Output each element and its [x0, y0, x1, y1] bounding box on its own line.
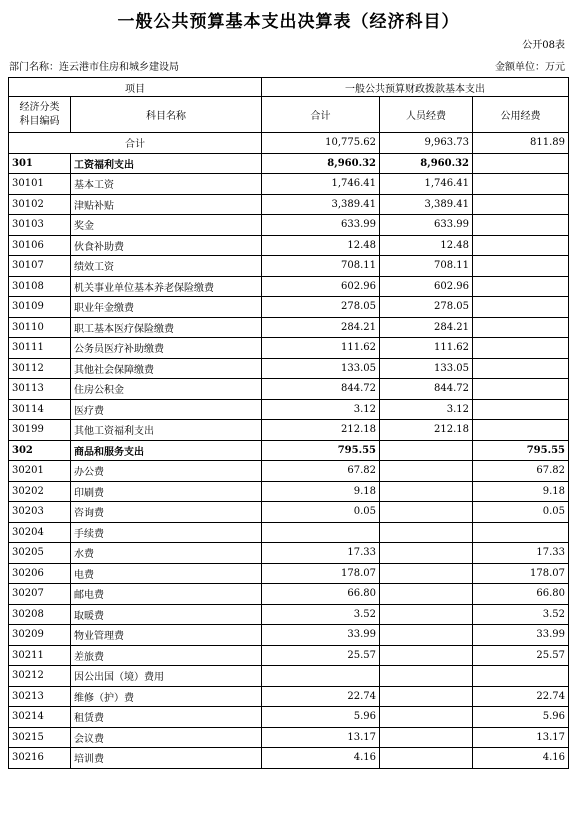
cell-personnel [380, 584, 473, 605]
total-personnel: 9,963.73 [380, 133, 473, 154]
cell-code: 30208 [9, 604, 71, 625]
table-row [9, 563, 569, 584]
table-row [9, 707, 569, 728]
cell-personnel: 3.12 [380, 399, 473, 420]
cell-name: 培训费 [71, 748, 262, 769]
header-name: 科目名称 [71, 97, 262, 133]
cell-name: 会议费 [71, 727, 262, 748]
cell-code: 30205 [9, 543, 71, 564]
cell-public [473, 297, 569, 318]
table-row [9, 604, 569, 625]
cell-total: 284.21 [262, 317, 380, 338]
cell-personnel: 602.96 [380, 276, 473, 297]
cell-public: 33.99 [473, 625, 569, 646]
table-row [9, 317, 569, 338]
cell-personnel [380, 707, 473, 728]
cell-code: 30214 [9, 707, 71, 728]
cell-code: 30212 [9, 666, 71, 687]
cell-name: 津贴补贴 [71, 194, 262, 215]
cell-personnel [380, 604, 473, 625]
cell-code: 30203 [9, 502, 71, 523]
page-title: 一般公共预算基本支出决算表（经济科目） [117, 12, 460, 32]
cell-code: 30211 [9, 645, 71, 666]
header-personnel: 人员经费 [380, 97, 473, 133]
cell-personnel [380, 563, 473, 584]
cell-code: 30215 [9, 727, 71, 748]
table-row [9, 666, 569, 687]
table-row [9, 379, 569, 400]
cell-name: 奖金 [71, 215, 262, 236]
cell-total: 602.96 [262, 276, 380, 297]
cell-total: 0.05 [262, 502, 380, 523]
table-row [9, 256, 569, 277]
cell-public [473, 153, 569, 174]
cell-name: 印刷费 [71, 481, 262, 502]
table-row [9, 297, 569, 318]
cell-public: 178.07 [473, 563, 569, 584]
cell-name: 租赁费 [71, 707, 262, 728]
cell-personnel [380, 461, 473, 482]
total-label: 合计 [9, 133, 262, 154]
cell-total: 17.33 [262, 543, 380, 564]
cell-total: 178.07 [262, 563, 380, 584]
cell-public [473, 256, 569, 277]
cell-personnel: 111.62 [380, 338, 473, 359]
header-row-1 [9, 78, 569, 97]
cell-personnel [380, 543, 473, 564]
cell-name: 职业年金缴费 [71, 297, 262, 318]
cell-personnel: 284.21 [380, 317, 473, 338]
total-public: 811.89 [473, 133, 569, 154]
cell-code: 301 [9, 153, 71, 174]
cell-code: 302 [9, 440, 71, 461]
cell-code: 30102 [9, 194, 71, 215]
cell-total [262, 522, 380, 543]
cell-public [473, 666, 569, 687]
cell-personnel [380, 666, 473, 687]
cell-total: 3.52 [262, 604, 380, 625]
cell-personnel: 8,960.32 [380, 153, 473, 174]
cell-code: 30103 [9, 215, 71, 236]
cell-total: 3.12 [262, 399, 380, 420]
cell-name: 维修（护）费 [71, 686, 262, 707]
cell-name: 住房公积金 [71, 379, 262, 400]
table-row [9, 420, 569, 441]
cell-total: 795.55 [262, 440, 380, 461]
cell-personnel [380, 522, 473, 543]
header-public: 公用经费 [473, 97, 569, 133]
table-row [9, 645, 569, 666]
cell-total: 111.62 [262, 338, 380, 359]
cell-code: 30216 [9, 748, 71, 769]
cell-code: 30106 [9, 235, 71, 256]
table-row [9, 502, 569, 523]
cell-total: 22.74 [262, 686, 380, 707]
cell-code: 30204 [9, 522, 71, 543]
table-row [9, 174, 569, 195]
table-row [9, 481, 569, 502]
table-row [9, 153, 569, 174]
table-row [9, 461, 569, 482]
cell-public: 13.17 [473, 727, 569, 748]
cell-personnel: 3,389.41 [380, 194, 473, 215]
cell-code: 30213 [9, 686, 71, 707]
cell-name: 工资福利支出 [71, 153, 262, 174]
cell-code: 30114 [9, 399, 71, 420]
cell-personnel [380, 727, 473, 748]
cell-total: 633.99 [262, 215, 380, 236]
cell-public: 4.16 [473, 748, 569, 769]
cell-total [262, 666, 380, 687]
cell-name: 办公费 [71, 461, 262, 482]
cell-name: 绩效工资 [71, 256, 262, 277]
table-body [9, 153, 569, 768]
cell-code: 30206 [9, 563, 71, 584]
table-row [9, 215, 569, 236]
cell-code: 30107 [9, 256, 71, 277]
cell-public: 25.57 [473, 645, 569, 666]
cell-total: 278.05 [262, 297, 380, 318]
cell-code: 30112 [9, 358, 71, 379]
table-row [9, 686, 569, 707]
cell-name: 物业管理费 [71, 625, 262, 646]
cell-public [473, 215, 569, 236]
cell-total: 25.57 [262, 645, 380, 666]
cell-name: 邮电费 [71, 584, 262, 605]
cell-name: 咨询费 [71, 502, 262, 523]
cell-public: 9.18 [473, 481, 569, 502]
cell-public: 795.55 [473, 440, 569, 461]
table-row [9, 522, 569, 543]
cell-personnel [380, 748, 473, 769]
cell-code: 30199 [9, 420, 71, 441]
table-row [9, 748, 569, 769]
cell-total: 13.17 [262, 727, 380, 748]
header-item: 项目 [9, 78, 262, 97]
table-row [9, 625, 569, 646]
table-row [9, 399, 569, 420]
cell-public: 22.74 [473, 686, 569, 707]
cell-public: 5.96 [473, 707, 569, 728]
cell-personnel: 133.05 [380, 358, 473, 379]
cell-public [473, 194, 569, 215]
cell-total: 67.82 [262, 461, 380, 482]
cell-public [473, 276, 569, 297]
cell-public: 67.82 [473, 461, 569, 482]
header-total: 合计 [262, 97, 380, 133]
cell-total: 12.48 [262, 235, 380, 256]
cell-public [473, 174, 569, 195]
cell-name: 公务员医疗补助缴费 [71, 338, 262, 359]
cell-personnel: 844.72 [380, 379, 473, 400]
cell-code: 30202 [9, 481, 71, 502]
cell-total: 844.72 [262, 379, 380, 400]
cell-personnel: 278.05 [380, 297, 473, 318]
department-label: 部门名称：连云港市住房和城乡建设局 [9, 62, 179, 73]
cell-name: 伙食补助费 [71, 235, 262, 256]
cell-name: 差旅费 [71, 645, 262, 666]
cell-total: 133.05 [262, 358, 380, 379]
cell-public [473, 317, 569, 338]
cell-personnel [380, 502, 473, 523]
cell-total: 66.80 [262, 584, 380, 605]
cell-public [473, 420, 569, 441]
cell-public [473, 338, 569, 359]
header-row-2 [9, 97, 569, 133]
cell-personnel [380, 440, 473, 461]
cell-name: 职工基本医疗保险缴费 [71, 317, 262, 338]
cell-total: 1,746.41 [262, 174, 380, 195]
cell-total: 3,389.41 [262, 194, 380, 215]
table-row [9, 235, 569, 256]
header-code-text: 经济分类 科目编码 [19, 101, 60, 127]
cell-name: 商品和服务支出 [71, 440, 262, 461]
cell-name: 取暖费 [71, 604, 262, 625]
cell-public [473, 522, 569, 543]
cell-public [473, 235, 569, 256]
cell-code: 30110 [9, 317, 71, 338]
form-number: 公开08表 [522, 40, 565, 51]
cell-personnel [380, 625, 473, 646]
cell-personnel: 212.18 [380, 420, 473, 441]
cell-total: 5.96 [262, 707, 380, 728]
cell-personnel [380, 686, 473, 707]
cell-public: 66.80 [473, 584, 569, 605]
cell-public [473, 379, 569, 400]
cell-personnel: 12.48 [380, 235, 473, 256]
table-row [9, 276, 569, 297]
unit-label: 金额单位：万元 [495, 62, 565, 73]
cell-total: 212.18 [262, 420, 380, 441]
cell-code: 30201 [9, 461, 71, 482]
cell-code: 30101 [9, 174, 71, 195]
table-row [9, 194, 569, 215]
cell-code: 30207 [9, 584, 71, 605]
cell-name: 其他社会保障缴费 [71, 358, 262, 379]
cell-name: 其他工资福利支出 [71, 420, 262, 441]
table-row [9, 584, 569, 605]
cell-name: 基本工资 [71, 174, 262, 195]
total-amount: 10,775.62 [262, 133, 380, 154]
total-row [9, 133, 569, 154]
header-group: 一般公共预算财政拨款基本支出 [262, 78, 569, 97]
cell-personnel: 1,746.41 [380, 174, 473, 195]
cell-total: 33.99 [262, 625, 380, 646]
cell-total: 4.16 [262, 748, 380, 769]
table-row [9, 338, 569, 359]
cell-public [473, 399, 569, 420]
cell-public: 3.52 [473, 604, 569, 625]
cell-name: 手续费 [71, 522, 262, 543]
table-row [9, 727, 569, 748]
table-row [9, 543, 569, 564]
cell-personnel: 633.99 [380, 215, 473, 236]
cell-total: 708.11 [262, 256, 380, 277]
cell-code: 30108 [9, 276, 71, 297]
cell-name: 机关事业单位基本养老保险缴费 [71, 276, 262, 297]
cell-public: 17.33 [473, 543, 569, 564]
cell-code: 30113 [9, 379, 71, 400]
cell-code: 30109 [9, 297, 71, 318]
cell-name: 水费 [71, 543, 262, 564]
cell-personnel: 708.11 [380, 256, 473, 277]
expenditure-table [8, 77, 569, 769]
cell-name: 医疗费 [71, 399, 262, 420]
cell-code: 30209 [9, 625, 71, 646]
cell-public: 0.05 [473, 502, 569, 523]
cell-personnel [380, 645, 473, 666]
cell-public [473, 358, 569, 379]
cell-personnel [380, 481, 473, 502]
cell-total: 8,960.32 [262, 153, 380, 174]
table-row [9, 358, 569, 379]
cell-code: 30111 [9, 338, 71, 359]
table-row [9, 440, 569, 461]
cell-name: 电费 [71, 563, 262, 584]
header-code [9, 97, 71, 133]
cell-name: 因公出国（境）费用 [71, 666, 262, 687]
cell-total: 9.18 [262, 481, 380, 502]
